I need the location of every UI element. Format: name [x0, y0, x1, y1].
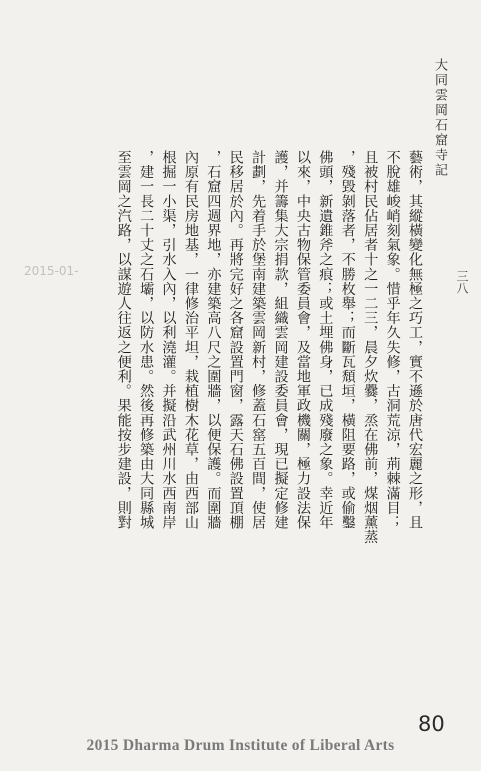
text-column: ，建一長二十丈之石壩，以防水患。然後再修築由大同縣城	[138, 150, 155, 530]
text-column: 根掘一小渠，引水入內，以利澆灌。并擬沿武州川水西南岸	[160, 150, 177, 530]
text-column: 藝術，其縱橫變化無極之巧工，實不遜於唐代宏麗之形，且	[407, 150, 423, 530]
body-text	[36, 150, 426, 670]
text-column: 佛頭，新遺錐斧之痕；或土埋佛身，已成殘廢之象。幸近年	[317, 150, 334, 530]
running-title: 大同雲岡石窟寺記	[432, 58, 447, 178]
text-column: 且被村民佔居者十之一二三，晨夕炊爨，烝在佛前，煤烟薰蒸	[362, 150, 379, 545]
text-column: ，石窟四週界地，亦建築高八尺之圍牆，以便保護。而圍牆	[205, 150, 222, 530]
text-column: 民移居於內。再將完好之各窟設置門窗，露天石佛設置頂棚	[227, 150, 244, 530]
page-number: 80	[418, 712, 445, 736]
footer-watermark: 2015 Dharma Drum Institute of Liberal Arts	[86, 737, 395, 754]
text-column: 至雲岡之汽路，以謀遊人往返之便利。果能按步建設，則對	[115, 150, 132, 530]
text-column: 不脫雄峻峭刻氣象。惜乎年久失修，古洞荒涼，荊棘滿目；	[384, 150, 401, 530]
text-column: 內原有民房地基，一律修治平坦，栽植樹木花草，由西部山	[182, 150, 199, 530]
text-column: 以來，中央古物保管委員會，及當地軍政機關，極力設法保	[294, 150, 311, 530]
page-number-kanji: 三八	[455, 270, 469, 294]
text-column: 護，并籌集大宗捐款，組織雲岡建設委員會，現已擬定修建	[272, 150, 289, 530]
text-column: ，殘毀剝落者，不勝枚舉；而斷瓦頹垣，橫阻要路，或偷鑿	[339, 150, 356, 530]
date-watermark: 2015-01-	[24, 264, 79, 278]
text-column: 計劃，先着手於堡南建築雲岡新村，修蓋石窰五百間，使居	[250, 150, 267, 530]
